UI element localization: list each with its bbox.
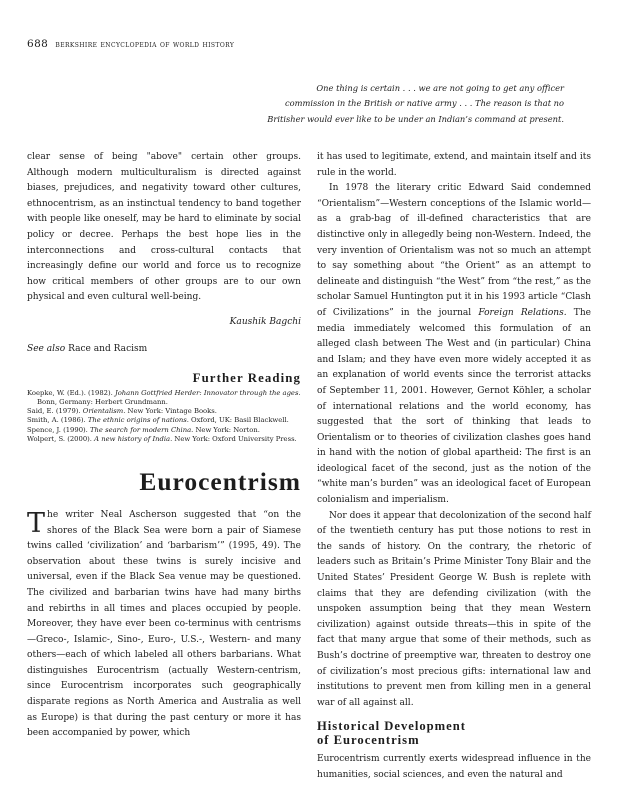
journal-title: Foreign Relations. — [478, 307, 567, 318]
epigraph-line: Britisher would ever like to be under an Indian’s command at present. — [267, 113, 564, 124]
body-paragraph: In 1978 the literary critic Edward Said condemned “Orientalism”—Western conceptions of the Islamic world—as a grab-bag of ill-defined characteristics that are distinctive only in allegedly being non-Western. Indeed, the very invention of Orientalism was not so much an attempt to say something about “the Orient” as an attempt to delineate and distinguish “the West” from “the rest,” as the scholar Samuel Huntington put it in his 1993 article “Clash of Civilizations” in the journal Foreign Relations. The media immediately welcomed this formulation of an alleged clash between The West and (in particular) China and Islam; and they have even more widely accepted it as an explanation of world events since the terrorist attacks of September 11, 2001. However, Gernot Köhler, a scholar of international relations and the world economy, has suggested that the sort of thinking that leads to Orientalism or to theories of civilization clashes goes hand in hand with the notion of global apartheid: The first is an ideological facet of the second, just as the notion of the “white man’s burden” was an ideological facet of European colonialism and imperialism. — [317, 183, 591, 506]
epigraph — [224, 81, 564, 127]
left-column — [27, 150, 301, 742]
page-number: 688 — [27, 38, 49, 50]
body-paragraph: Nor does it appear that decolonization of the second half of the twentieth century has put those notions to rest in the sands of history. On the contrary, the rhetoric of leaders such as Britain’s Prime Minister Tony Blair and the United States’ President George W. Bush is replete with claims that they are defending civilization (with the unspoken assumption being that they mean Western civilization) against outside threats—this in spite of the fact that many argue that some of their methods, such as Bush’s doctrine of preemptive war, threaten to destroy one of civilization’s most precious gifts: international law and institutions to prevent men from killing men in a general war of all against all. — [317, 510, 591, 708]
epigraph-line: One thing is certain . . . we are not going to get any officer — [316, 83, 564, 93]
reference-item: Wolpert, S. (2000). A new history of India. New York: Oxford University Press. — [27, 434, 297, 443]
see-also-label: See also — [27, 343, 66, 354]
right-column — [317, 150, 591, 784]
article-title: Eurocentrism — [139, 466, 301, 496]
intro-paragraph: The writer Neal Ascherson suggested that “on the shores of the Black Sea were born a pair of Siamese twins called ‘civilization’ and ‘barbarism’” (1995, 49). The observation about these twins is surely incisive and universal, even if the Black Sea venue may be questioned. The civilized and barbarian twins have had many births and rebirths in all times and places occupied by people. Moreover, they have ever been co-terminus with centrisms—Greco-, Islamic-, Sino-, Euro-, U.S.-, Western- and many others—each of which labeled all others barbarians. What distinguishes Eurocentrism (actually Western-centrism, since Eurocentrism incorporates such geographically disparate regions as North America and Australia as well as Europe) is that during the past century or more it has been accompanied by power, which — [27, 507, 301, 739]
section-heading: Historical Development of Eurocentrism — [317, 719, 466, 747]
drop-cap: T — [27, 507, 46, 539]
reference-item: Smith, A. (1986). The ethnic origins of nations. Oxford, UK: Basil Blackwell. — [27, 416, 289, 425]
reference-item: Koepke, W. (Ed.). (1982). Johann Gottfried Herder: Innovator through the ages. Bonn, Germany: Herbert Grundmann. — [27, 388, 301, 406]
reference-item: Spence, J. (1990). The search for modern China. New York: Norton. — [27, 425, 260, 434]
epigraph-line: commission in the British or native army . . . The reason is that no — [285, 98, 564, 109]
see-also-link[interactable]: Race and Racism — [68, 343, 148, 354]
body-paragraph: Eurocentrism currently exerts widespread influence in the humanities, social sciences, and even the natural and — [317, 754, 591, 780]
reference-item: Said, E. (1979). Orientalism. New York: Vintage Books. — [27, 407, 217, 416]
reference-list — [27, 389, 301, 444]
running-title: berkshire encyclopedia of world history — [55, 40, 235, 50]
further-reading-heading: Further Reading — [192, 371, 301, 386]
see-also — [27, 342, 301, 358]
continuation-paragraph: clear sense of being "above" certain other groups. Although modern multiculturalism is directed against biases, prejudices, and negativity toward other cultures, ethnocentrism, as an instinctual tendency to band together with people like oneself, may be hard to eliminate by social policy or decree. Perhaps the best hope lies in the interconnections and cross-cultural contacts that increasingly define our world and force us to recognize how critical members of other groups are to our own physical and even cultural well-being. — [27, 152, 301, 303]
running-header — [27, 38, 234, 50]
continuation-paragraph: it has used to legitimate, extend, and maintain itself and its rule in the world. — [317, 152, 591, 178]
author-name: Kaushik Bagchi — [229, 316, 301, 327]
